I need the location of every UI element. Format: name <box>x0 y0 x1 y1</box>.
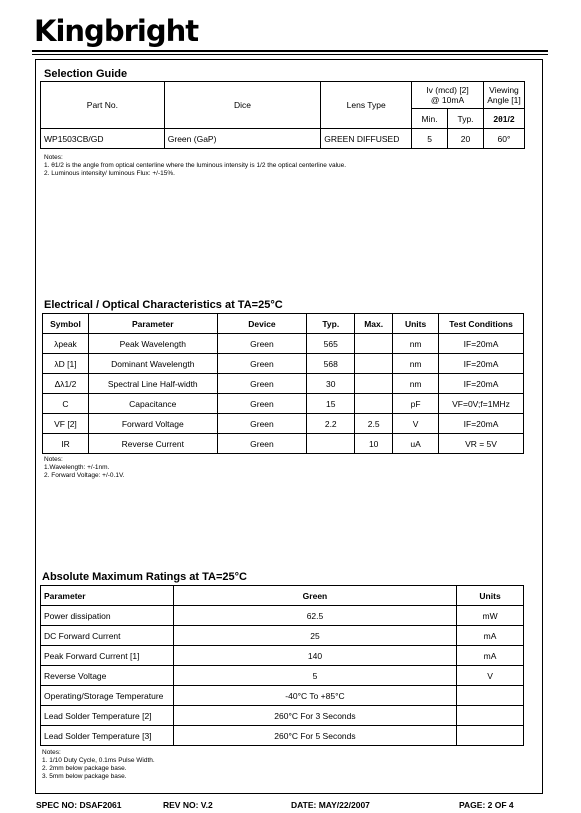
table-cell: IR <box>43 434 89 454</box>
cell-typ: 20 <box>448 129 484 149</box>
selection-guide-table <box>40 81 525 149</box>
table-row <box>41 646 524 666</box>
note-line: 1. 1/10 Duty Cycle, 0.1ms Pulse Width. <box>42 757 155 764</box>
table-row <box>43 354 524 374</box>
table-cell: Reverse Current <box>88 434 217 454</box>
col-part-no: Part No. <box>41 82 165 129</box>
footer-page: PAGE: 2 OF 4 <box>459 800 514 810</box>
table-cell: mW <box>457 606 524 626</box>
column-header: Units <box>457 586 524 606</box>
column-header: Parameter <box>88 314 217 334</box>
table-cell: Operating/Storage Temperature <box>41 686 174 706</box>
table-cell: 2.5 <box>355 414 393 434</box>
table-cell <box>307 434 355 454</box>
table-cell: 140 <box>173 646 456 666</box>
table-cell: VF [2] <box>43 414 89 434</box>
column-header: Max. <box>355 314 393 334</box>
absolute-notes <box>42 749 155 781</box>
note-line: 1. θ1/2 is the angle from optical centerline where the luminous intensity is 1/2 the optical centerline value. <box>44 162 347 169</box>
electrical-header-row <box>43 314 524 334</box>
table-cell: mA <box>457 626 524 646</box>
table-row <box>41 129 525 149</box>
table-cell: VF=0V;f=1MHz <box>439 394 524 414</box>
table-cell: nm <box>393 354 439 374</box>
table-cell: 62.5 <box>173 606 456 626</box>
table-cell <box>457 726 524 746</box>
cell-min: 5 <box>412 129 448 149</box>
table-cell: pF <box>393 394 439 414</box>
cell-lens: GREEN DIFFUSED <box>321 129 412 149</box>
table-cell: 5 <box>173 666 456 686</box>
column-header: Parameter <box>41 586 174 606</box>
column-header: Typ. <box>307 314 355 334</box>
table-cell: IF=20mA <box>439 414 524 434</box>
absolute-header-row <box>41 586 524 606</box>
table-cell: Green <box>217 374 307 394</box>
table-cell: VR = 5V <box>439 434 524 454</box>
cell-part: WP1503CB/GD <box>41 129 165 149</box>
note-line: 2. Luminous intensity/ luminous Flux: +/-15%. <box>44 170 175 177</box>
column-header: Green <box>173 586 456 606</box>
col-min: Min. <box>412 109 448 129</box>
table-row <box>41 626 524 646</box>
table-cell: 260°C For 5 Seconds <box>173 726 456 746</box>
col-viewing-angle: Viewing Angle [1] <box>483 82 524 109</box>
table-row <box>41 706 524 726</box>
table-cell: mA <box>457 646 524 666</box>
table-row <box>43 434 524 454</box>
table-cell: 565 <box>307 334 355 354</box>
table-row <box>43 414 524 434</box>
footer-date: DATE: MAY/22/2007 <box>291 800 370 810</box>
col-theta: 2θ1/2 <box>483 109 524 129</box>
table-cell: Green <box>217 414 307 434</box>
table-row <box>41 686 524 706</box>
note-line: 2. Forward Voltage: +/-0.1V. <box>44 472 125 479</box>
table-cell: 30 <box>307 374 355 394</box>
table-cell: C <box>43 394 89 414</box>
cell-view: 60° <box>483 129 524 149</box>
selection-notes <box>44 154 346 178</box>
table-cell: IF=20mA <box>439 354 524 374</box>
note-line: Notes: <box>44 456 63 463</box>
kingbright-logo: Kingbright <box>34 14 199 48</box>
table-cell: Δλ1/2 <box>43 374 89 394</box>
header-rule <box>32 50 548 52</box>
table-cell: Lead Solder Temperature [3] <box>41 726 174 746</box>
footer-rev-no: REV NO: V.2 <box>163 800 213 810</box>
table-cell: 2.2 <box>307 414 355 434</box>
table-cell: Green <box>217 334 307 354</box>
table-cell: DC Forward Current <box>41 626 174 646</box>
table-row <box>41 666 524 686</box>
table-cell: IF=20mA <box>439 374 524 394</box>
column-header: Symbol <box>43 314 89 334</box>
table-cell: 10 <box>355 434 393 454</box>
table-cell: uA <box>393 434 439 454</box>
table-cell <box>355 394 393 414</box>
table-cell: λD [1] <box>43 354 89 374</box>
note-line: 1.Wavelength: +/-1nm. <box>44 464 110 471</box>
note-line: 2. 2mm below package base. <box>42 765 127 772</box>
table-cell: Green <box>217 434 307 454</box>
col-lens-type: Lens Type <box>321 82 412 129</box>
cell-dice: Green (GaP) <box>164 129 321 149</box>
column-header: Units <box>393 314 439 334</box>
table-cell: V <box>457 666 524 686</box>
table-cell <box>355 354 393 374</box>
table-row <box>43 374 524 394</box>
table-cell: λpeak <box>43 334 89 354</box>
table-row <box>43 394 524 414</box>
electrical-notes <box>44 456 125 480</box>
table-cell: Green <box>217 354 307 374</box>
table-cell: Power dissipation <box>41 606 174 626</box>
table-cell: Peak Forward Current [1] <box>41 646 174 666</box>
table-cell: Reverse Voltage <box>41 666 174 686</box>
table-cell: Peak Wavelength <box>88 334 217 354</box>
table-cell: Capacitance <box>88 394 217 414</box>
note-line: Notes: <box>42 749 61 756</box>
header-rule-thin <box>32 54 548 55</box>
selection-guide-title: Selection Guide <box>44 68 128 80</box>
table-cell: IF=20mA <box>439 334 524 354</box>
table-cell: 568 <box>307 354 355 374</box>
column-header: Device <box>217 314 307 334</box>
table-cell: Dominant Wavelength <box>88 354 217 374</box>
table-row <box>41 726 524 746</box>
table-cell: Lead Solder Temperature [2] <box>41 706 174 726</box>
col-dice: Dice <box>164 82 321 129</box>
table-cell <box>457 706 524 726</box>
table-cell <box>355 334 393 354</box>
table-row <box>43 334 524 354</box>
table-cell: Green <box>217 394 307 414</box>
note-line: 3. 5mm below package base. <box>42 773 127 780</box>
table-cell <box>457 686 524 706</box>
table-cell: nm <box>393 334 439 354</box>
electrical-table <box>42 313 524 454</box>
table-cell: 260°C For 3 Seconds <box>173 706 456 726</box>
col-typ: Typ. <box>448 109 484 129</box>
absolute-title: Absolute Maximum Ratings at TA=25°C <box>42 571 247 583</box>
column-header: Test Conditions <box>439 314 524 334</box>
table-cell <box>355 374 393 394</box>
col-iv: Iv (mcd) [2] @ 10mA <box>412 82 484 109</box>
table-cell: Forward Voltage <box>88 414 217 434</box>
table-cell: Spectral Line Half-width <box>88 374 217 394</box>
table-cell: V <box>393 414 439 434</box>
electrical-title: Electrical / Optical Characteristics at TA=25°C <box>44 299 283 311</box>
table-cell: 25 <box>173 626 456 646</box>
note-line: Notes: <box>44 154 63 161</box>
table-row <box>41 606 524 626</box>
table-cell: 15 <box>307 394 355 414</box>
footer-spec-no: SPEC NO: DSAF2061 <box>36 800 122 810</box>
table-cell: -40°C To +85°C <box>173 686 456 706</box>
table-cell: nm <box>393 374 439 394</box>
absolute-ratings-table <box>40 585 524 746</box>
